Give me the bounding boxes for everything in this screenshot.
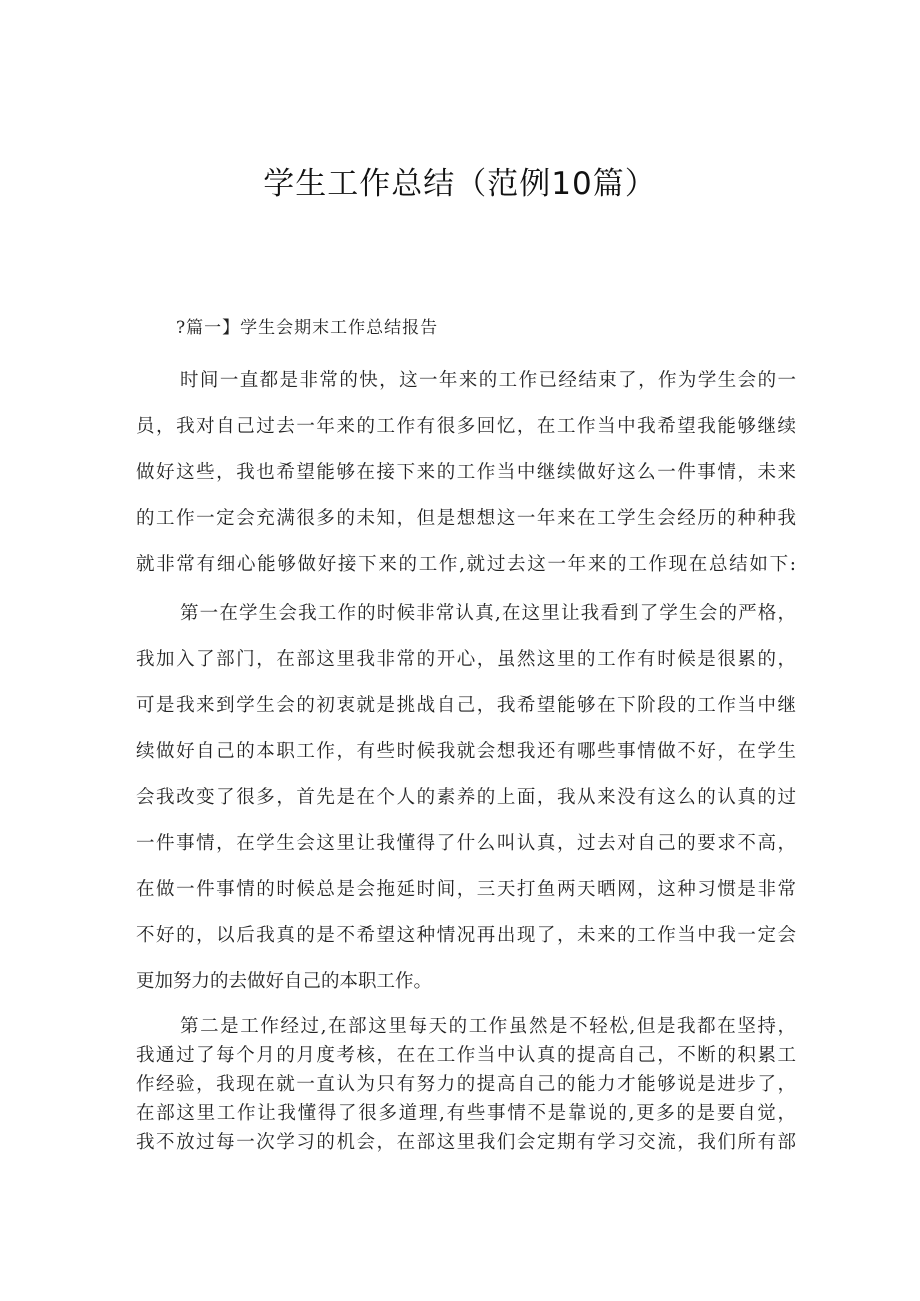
- paragraph-line: 在做一件事情的时候总是会拖延时间，三天打鱼两天晒网，这种习惯是非常: [136, 879, 796, 900]
- paragraph-line: 一件事情，在学生会这里让我懂得了什么叫认真，过去对自己的要求不高，: [136, 833, 796, 854]
- paragraph-line: 可是我来到学生会的初衷就是挑战自己，我希望能够在下阶段的工作当中继: [136, 695, 796, 716]
- paragraph-line: 会我改变了很多，首先是在个人的素养的上面，我从来没有这么的认真的过: [136, 787, 796, 808]
- paragraph-line: 做好这些，我也希望能够在接下来的工作当中继续做好这么一件事情，未来: [136, 462, 796, 483]
- paragraph-line: 更加努力的去做好自己的本职工作。: [136, 971, 433, 992]
- paragraph-line: 续做好自己的本职工作，有些时候我就会想我还有哪些事情做不好，在学生: [136, 741, 796, 762]
- document-title: 学生工作总结（范例10篇）: [263, 166, 657, 202]
- paragraph-line: 在部这里工作让我懂得了很多道理,有些事情不是靠说的,更多的是要自觉，: [136, 1103, 796, 1124]
- paragraph-line: 第二是工作经过,在部这里每天的工作虽然是不轻松,但是我都在坚持，: [180, 1016, 796, 1037]
- paragraph-2: [136, 591, 796, 1005]
- paragraph-line: 我加入了部门，在部这里我非常的开心，虽然这里的工作有时候是很累的，: [136, 649, 796, 670]
- paragraph-1: [136, 358, 796, 588]
- paragraph-line: 员，我对自己过去一年来的工作有很多回忆，在工作当中我希望我能够继续: [136, 416, 796, 437]
- paragraph-line: 我通过了每个月的月度考核，在在工作当中认真的提高自己，不断的积累工: [136, 1045, 796, 1066]
- paragraph-line: 时间一直都是非常的快，这一年来的工作已经结束了，作为学生会的一: [180, 370, 796, 391]
- paragraph-line: 不好的，以后我真的是不希望这种情况再出现了，未来的工作当中我一定会: [136, 925, 796, 946]
- paragraph-3: [136, 1012, 796, 1157]
- paragraph-line: 我不放过每一次学习的机会，在部这里我们会定期有学习交流，我们所有部: [136, 1132, 796, 1153]
- paragraph-line: 的工作一定会充满很多的未知，但是想想这一年来在工学生会经历的种种我: [136, 508, 796, 529]
- paragraph-line: 就非常有细心能够做好接下来的工作,就过去这一年来的工作现在总结如下:: [136, 554, 796, 575]
- paragraph-line: 作经验，我现在就一直认为只有努力的提高自己的能力才能够说是进步了，: [136, 1074, 796, 1095]
- section-heading: ?篇一】学生会期末工作总结报告: [176, 318, 439, 338]
- paragraph-line: 第一在学生会我工作的时候非常认真,在这里让我看到了学生会的严格，: [180, 603, 796, 624]
